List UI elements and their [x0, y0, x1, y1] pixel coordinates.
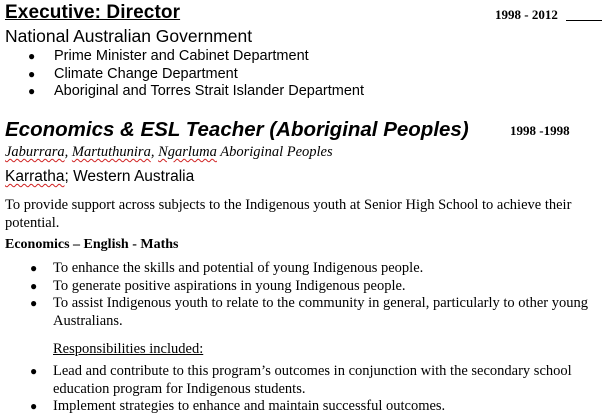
list-item: [25, 48, 364, 66]
bullet-icon: ●: [28, 84, 36, 98]
bullet-icon: ●: [28, 49, 36, 63]
organisation-name: National Australian Government: [5, 26, 253, 46]
bullet-icon: ●: [30, 261, 38, 275]
separator: ,: [150, 144, 159, 160]
responsibilities-list: [30, 363, 605, 416]
department-label: Prime Minister and Cabinet Department: [54, 48, 309, 64]
underline-rule: [566, 20, 602, 21]
department-label: Climate Change Department: [54, 65, 238, 82]
aim-text: To generate positive aspirations in young Indigenous people.: [53, 277, 406, 294]
list-item: [25, 66, 364, 84]
people-name: Martuthunira: [71, 144, 151, 160]
role-title: Economics & ESL Teacher (Aboriginal Peoples): [5, 118, 469, 141]
responsibility-text: Implement strategies to enhance and maintain successful outcomes.: [53, 398, 446, 414]
list-item: [30, 398, 605, 416]
location-line: [5, 168, 194, 186]
role-dates: 1998 -1998: [510, 123, 570, 138]
peoples-suffix: Aboriginal Peoples: [216, 144, 333, 160]
role-dates: 1998 - 2012: [495, 7, 558, 22]
responsibilities-heading: Responsibilities included:: [53, 341, 204, 357]
aim-text: To enhance the skills and potential of young Indigenous people.: [53, 260, 424, 276]
responsibility-text: Lead and contribute to this program’s outcomes in conjunction with the secondary school education program for Indigenous students.: [53, 363, 572, 397]
list-item: [30, 260, 605, 278]
department-label: Aboriginal and Torres Strait Islander Department: [54, 83, 365, 99]
aim-text: To assist Indigenous youth to relate to the community in general, particularly to other young Australians.: [53, 295, 588, 329]
people-name: Ngarluma: [158, 144, 217, 160]
list-item: [30, 278, 605, 296]
location-rest: ; Western Australia: [64, 168, 195, 185]
list-item: [30, 363, 605, 398]
location-town: Karratha: [5, 168, 65, 185]
aims-list: [30, 260, 605, 330]
people-name: Jaburrara: [5, 144, 65, 160]
bullet-icon: ●: [30, 296, 38, 310]
role-title: Executive: Director: [5, 2, 181, 23]
bullet-icon: ●: [30, 278, 38, 293]
separator: ,: [64, 144, 72, 160]
role-description: To provide support across subjects to the Indigenous youth at Senior High School to achieve their potential.: [5, 197, 572, 231]
peoples-line: [5, 144, 333, 161]
bullet-icon: ●: [30, 399, 38, 413]
subjects-heading: Economics – English - Maths: [5, 237, 179, 252]
list-item: [25, 83, 364, 101]
bullet-icon: ●: [30, 364, 38, 378]
department-list: [25, 48, 364, 101]
bullet-icon: ●: [28, 66, 36, 81]
list-item: [30, 295, 605, 330]
